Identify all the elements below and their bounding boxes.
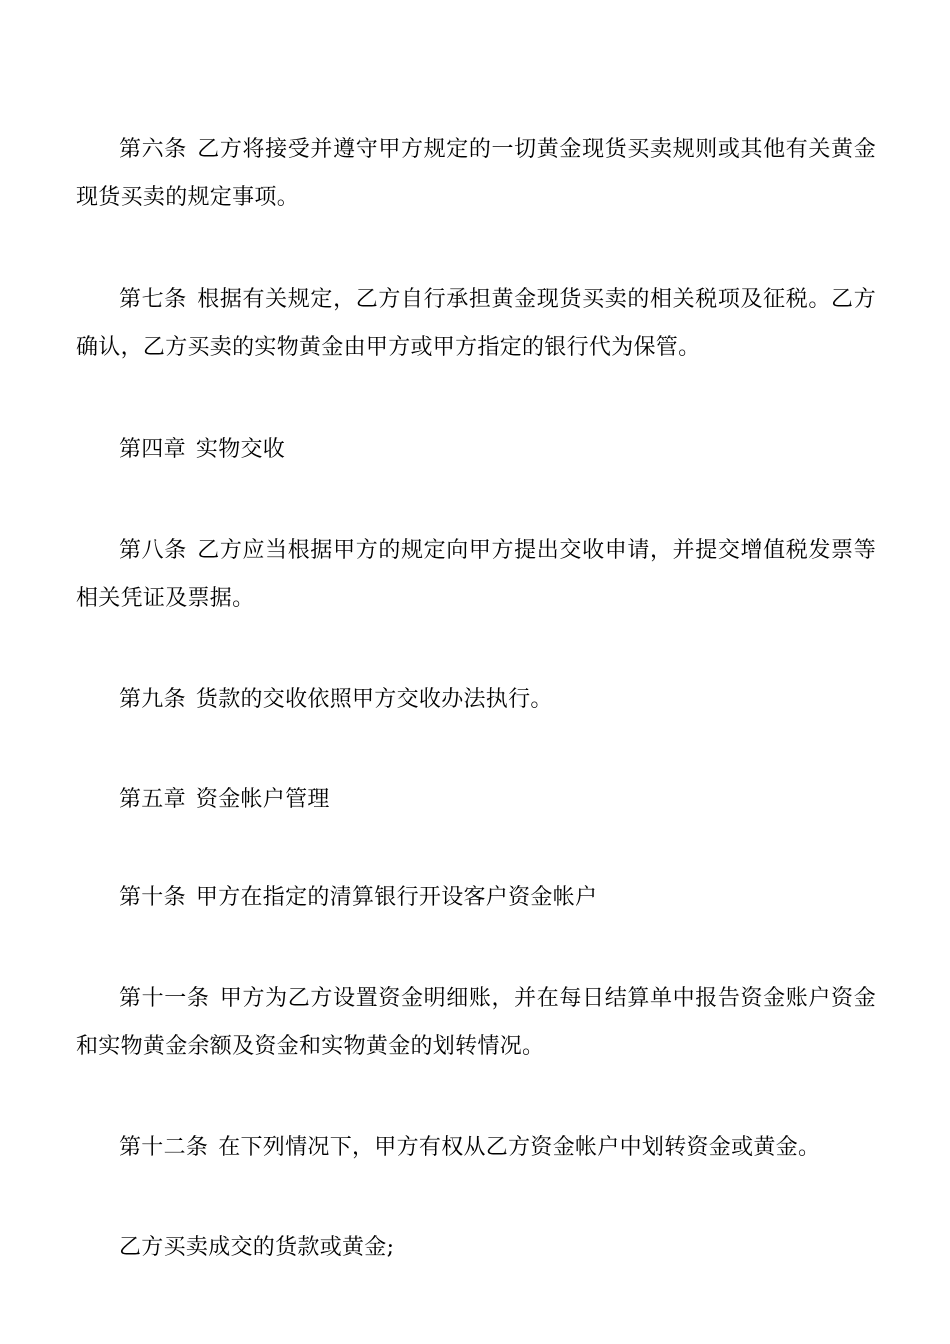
article-label: 第十二条 bbox=[119, 1135, 209, 1160]
article-10 bbox=[76, 874, 876, 922]
article-8 bbox=[76, 527, 876, 623]
chapter-label: 第四章 bbox=[119, 437, 186, 462]
article-label: 第九条 bbox=[119, 687, 186, 712]
article-text: 在下列情况下，甲方有权从乙方资金帐户中划转资金或黄金。 bbox=[218, 1135, 821, 1160]
article-text: 乙方应当根据甲方的规定向甲方提出交收申请，并提交增值税发票等相关凭证及票据。 bbox=[76, 538, 876, 611]
article-9 bbox=[76, 676, 876, 724]
article-12 bbox=[76, 1124, 876, 1172]
article-7 bbox=[76, 276, 876, 372]
chapter-title: 资金帐户管理 bbox=[195, 787, 330, 812]
article-label: 第十条 bbox=[119, 885, 186, 910]
article-6 bbox=[76, 126, 876, 222]
article-text: 根据有关规定，乙方自行承担黄金现货买卖的相关税项及征税。乙方确认，乙方买卖的实物黄金由甲方或甲方指定的银行代为保管。 bbox=[76, 287, 876, 360]
article-label: 第七条 bbox=[119, 287, 187, 312]
article-text: 货款的交收依照甲方交收办法执行。 bbox=[195, 687, 553, 712]
chapter-5-heading bbox=[76, 776, 876, 824]
article-text: 甲方在指定的清算银行开设客户资金帐户 bbox=[195, 885, 598, 910]
article-text: 甲方为乙方设置资金明细账，并在每日结算单中报告资金账户资金和实物黄金余额及资金和实物黄金的划转情况。 bbox=[76, 986, 876, 1059]
list-item bbox=[76, 1224, 876, 1272]
article-label: 第八条 bbox=[119, 538, 187, 563]
article-11 bbox=[76, 975, 876, 1071]
item-text: 乙方买卖成交的货款或黄金; bbox=[119, 1235, 395, 1260]
chapter-title: 实物交收 bbox=[195, 437, 286, 462]
article-text: 乙方将接受并遵守甲方规定的一切黄金现货买卖规则或其他有关黄金现货买卖的规定事项。 bbox=[76, 137, 876, 210]
chapter-4-heading bbox=[76, 426, 876, 474]
article-label: 第六条 bbox=[119, 137, 187, 162]
article-label: 第十一条 bbox=[119, 986, 210, 1011]
chapter-label: 第五章 bbox=[119, 787, 186, 812]
